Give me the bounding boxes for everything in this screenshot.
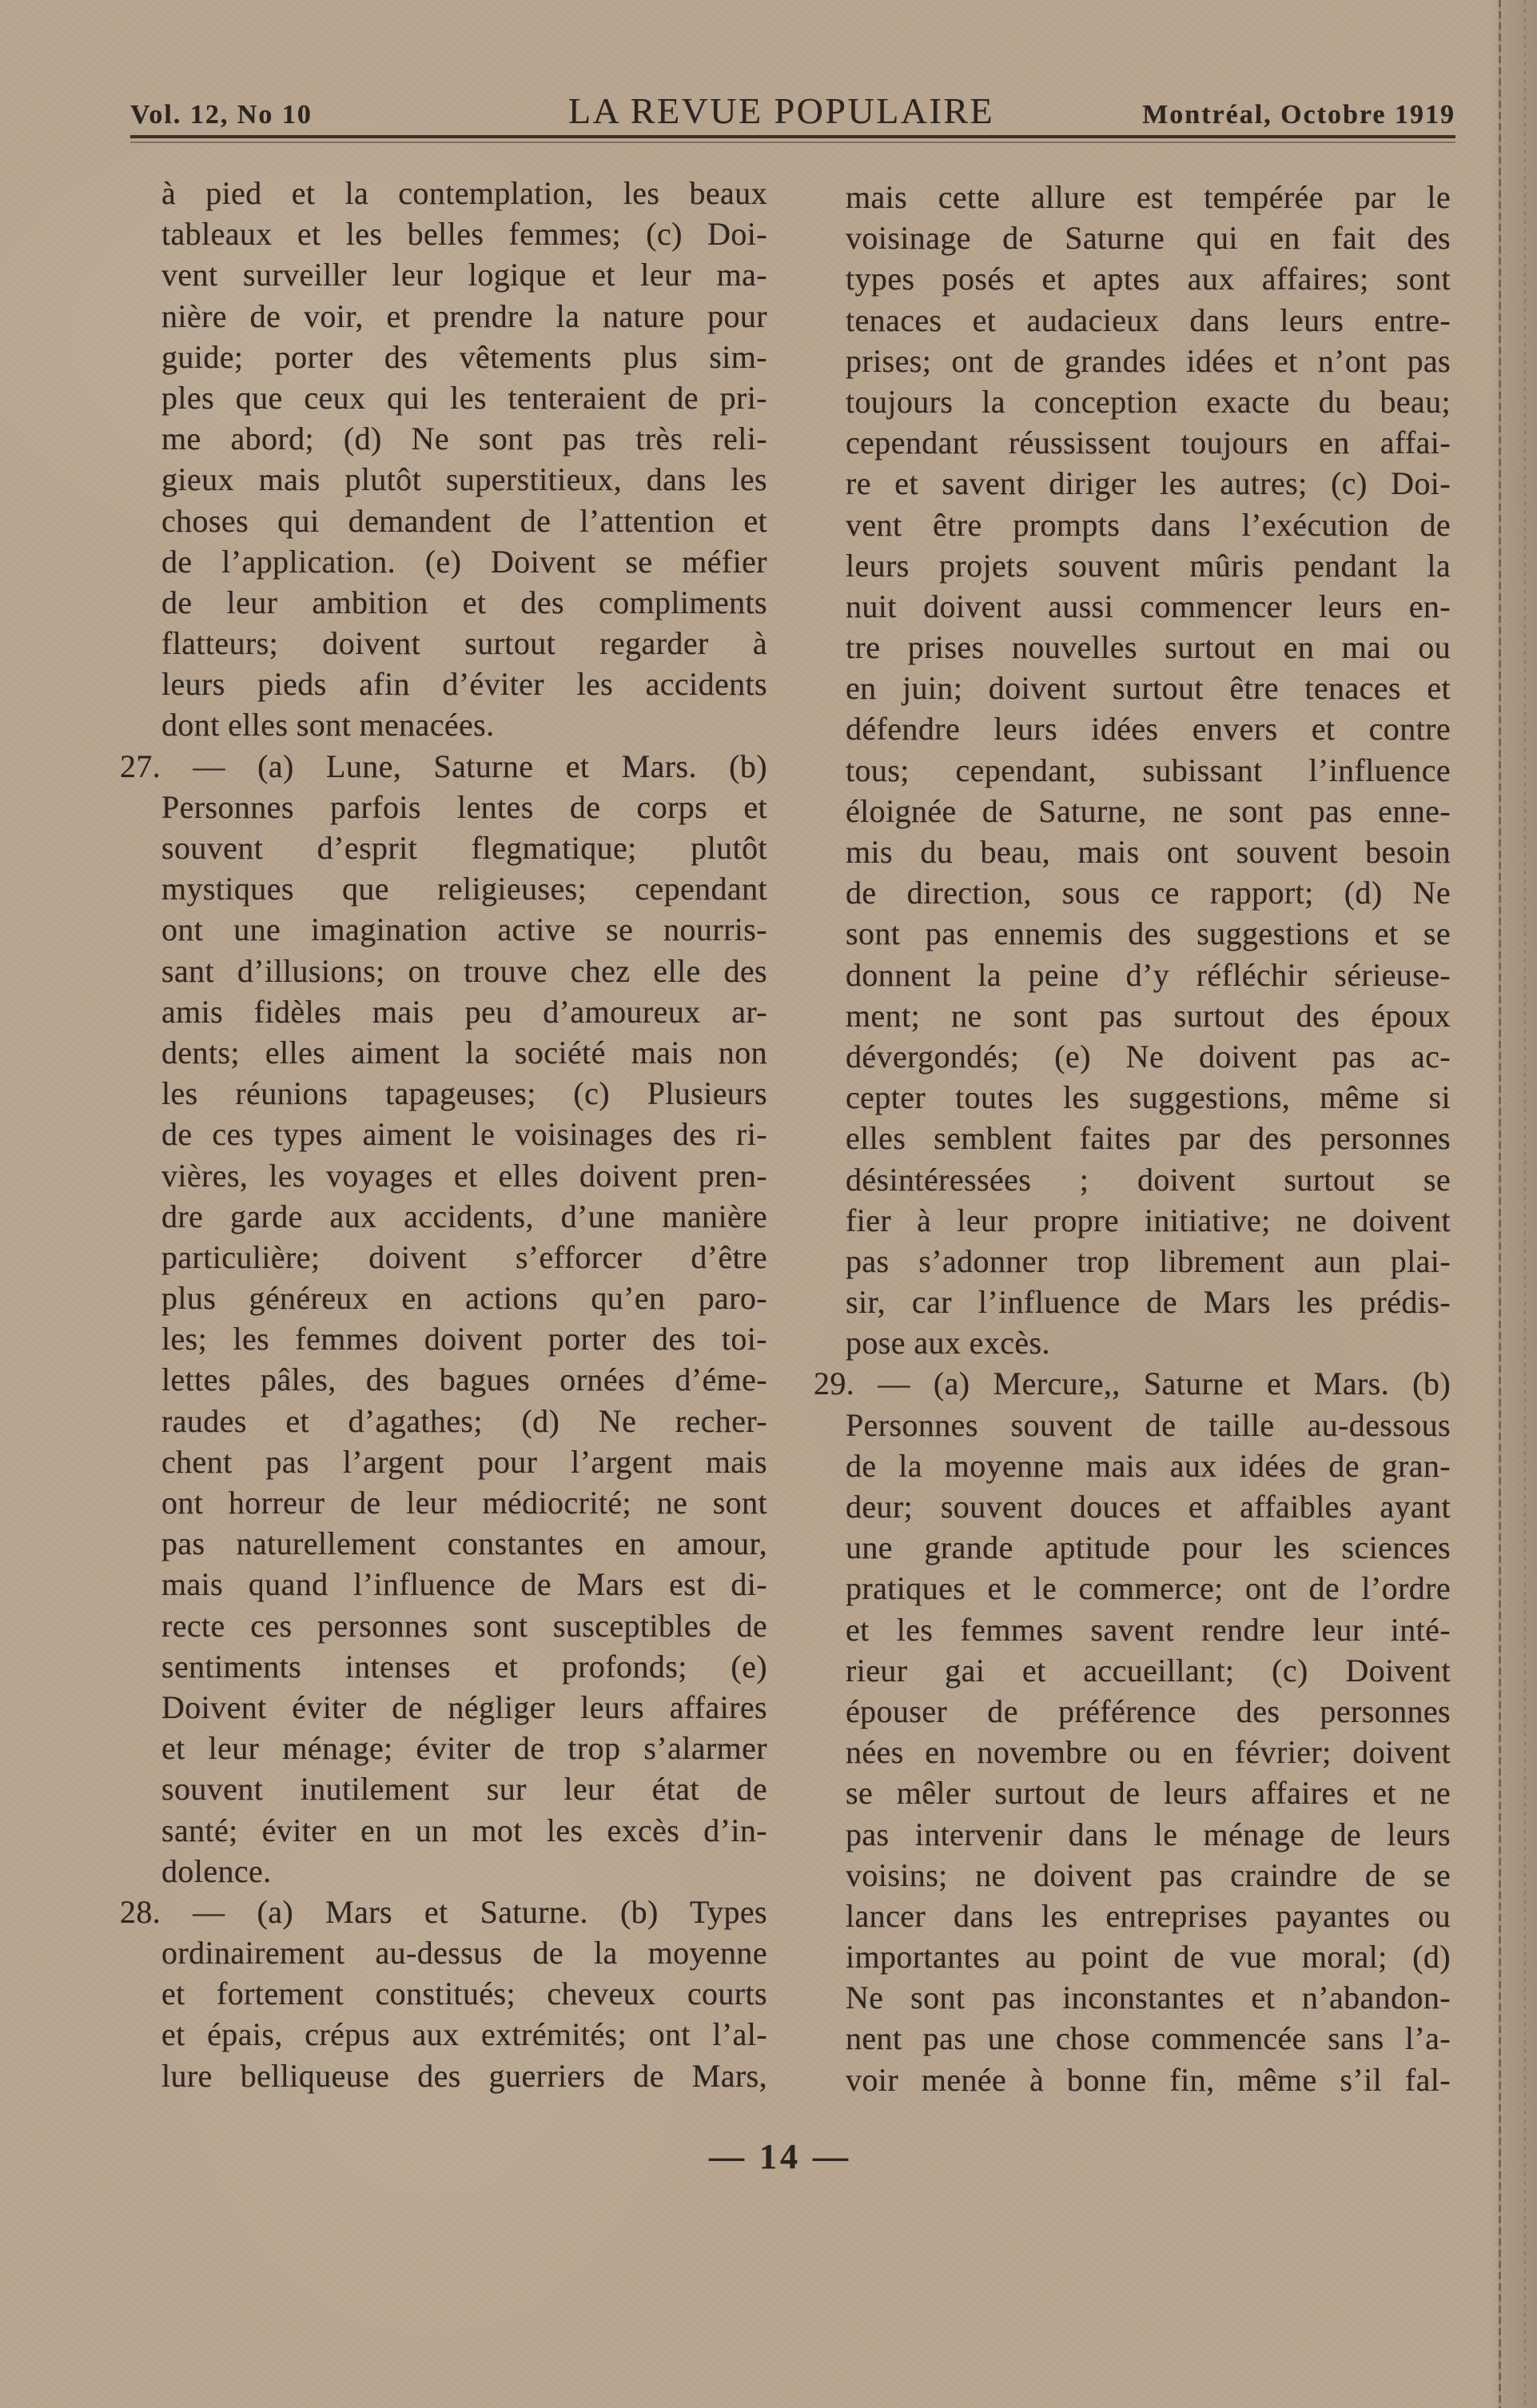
text-line: sant d’illusions; on trouve chez elle des xyxy=(161,952,767,989)
text-line: me abord; (d) Ne sont pas très reli- xyxy=(161,421,767,457)
text-line: voisinage de Saturne qui en fait des xyxy=(846,220,1451,257)
text-line: tous; cependant, subissant l’influence xyxy=(846,752,1451,788)
text-line: les réunions tapageuses; (c) Plusieurs xyxy=(161,1075,767,1112)
text-line: ples que ceux qui les tenteraient de pri- xyxy=(161,379,767,416)
text-line: nent pas une chose commencée sans l’a- xyxy=(846,2020,1451,2057)
text-line: chent pas l’argent pour l’argent mais xyxy=(161,1443,767,1480)
page-number: — 14 — xyxy=(709,2137,851,2176)
text-line: lettes pâles, des bagues ornées d’éme- xyxy=(161,1361,767,1398)
text-line: dont elles sont menacées. xyxy=(161,707,495,744)
text-line: raudes et d’agathes; (d) Ne recher- xyxy=(161,1402,767,1439)
text-line: voir menée à bonne fin, même s’il fal- xyxy=(846,2061,1451,2098)
paragraph-heading-line: 28. — (a) Mars et Saturne. (b) Types xyxy=(120,1893,767,1930)
text-line: nuit doivent aussi commencer leurs en- xyxy=(846,588,1451,624)
paragraph-27 xyxy=(120,746,767,1892)
text-line: vent surveiller leur logique et leur ma- xyxy=(161,257,767,293)
text-line: de l’application. (e) Doivent se méfier xyxy=(161,543,767,580)
text-line: dre garde aux accidents, d’une manière xyxy=(161,1198,767,1234)
text-line: de la moyenne mais aux idées de gran- xyxy=(846,1447,1451,1484)
issue-volume: Vol. 12, No 10 xyxy=(130,100,313,130)
text-line: mais cette allure est tempérée par le xyxy=(846,179,1451,215)
text-line: rieur gai et accueillant; (c) Doivent xyxy=(846,1652,1451,1688)
text-line: ordinairement au-dessus de la moyenne xyxy=(161,1935,767,1971)
left-column xyxy=(120,173,767,2096)
text-line: de ces types aiment le voisinages des ri- xyxy=(161,1116,767,1153)
text-line: de leur ambition et des compliments xyxy=(161,584,767,620)
text-line: et fortement constitués; cheveux courts xyxy=(161,1975,767,2012)
text-line: leurs pieds afin d’éviter les accidents xyxy=(161,666,767,703)
text-line: elles semblent faites par des personnes xyxy=(846,1120,1451,1157)
text-line: en juin; doivent surtout être tenaces et xyxy=(846,670,1451,707)
text-line: deur; souvent douces et affaibles ayant xyxy=(846,1489,1451,1525)
text-line: ont horreur de leur médiocrité; ne sont xyxy=(161,1485,767,1521)
issue-place-date: Montréal, Octobre 1919 xyxy=(1142,100,1455,130)
page-header xyxy=(130,90,1455,132)
paragraph-28-continued xyxy=(846,177,1451,1363)
text-line: Doivent éviter de négliger leurs affaires xyxy=(161,1688,767,1725)
text-line: particulière; doivent s’efforcer d’être xyxy=(161,1238,767,1275)
text-line: prises; ont de grandes idées et n’ont pas xyxy=(846,342,1451,379)
text-line: vières, les voyages et elles doivent pren- xyxy=(161,1157,767,1194)
text-line: gieux mais plutôt superstitieux, dans les xyxy=(161,461,767,498)
text-line: mais quand l’influence de Mars est di- xyxy=(161,1566,767,1603)
text-line: souvent inutilement sur leur état de xyxy=(161,1771,767,1808)
text-line: amis fidèles mais peu d’amoureux ar- xyxy=(161,993,767,1030)
text-line: guide; porter des vêtements plus sim- xyxy=(161,338,767,375)
text-line: défendre leurs idées envers et contre xyxy=(846,711,1451,748)
text-line: souvent d’esprit flegmatique; plutôt xyxy=(161,830,767,866)
header-rule-thin xyxy=(130,142,1455,143)
text-line: choses qui demandent de l’attention et xyxy=(161,502,767,539)
text-line: nière de voir, et prendre la nature pour xyxy=(161,297,767,334)
text-line: types posés et aptes aux affaires; sont xyxy=(846,261,1451,297)
text-line: tableaux et les belles femmes; (c) Doi- xyxy=(161,216,767,253)
text-line: pas s’adonner trop librement aun plai- xyxy=(846,1242,1451,1279)
text-line: lancer dans les entreprises payantes ou xyxy=(846,1897,1451,1934)
page-edge-line xyxy=(1524,0,1526,2408)
text-line: les; les femmes doivent porter des toi- xyxy=(161,1321,767,1357)
text-line: importantes au point de vue moral; (d) xyxy=(846,1939,1451,1975)
text-line: et épais, crépus aux extrémités; ont l’al- xyxy=(161,2016,767,2053)
paragraph-heading-line: 27. — (a) Lune, Saturne et Mars. (b) xyxy=(120,748,767,784)
text-line: à pied et la contemplation, les beaux xyxy=(161,175,767,211)
text-line: tre prises nouvelles surtout en mai ou xyxy=(846,629,1451,666)
text-line: tenaces et audacieux dans leurs entre- xyxy=(846,301,1451,338)
text-line: toujours la conception exacte du beau; xyxy=(846,383,1451,420)
text-line: nées en novembre ou en février; doivent xyxy=(846,1734,1451,1771)
text-line: lure belliqueuse des guerriers de Mars, xyxy=(161,2057,767,2094)
text-line: donnent la peine d’y réfléchir sérieuse- xyxy=(846,956,1451,993)
text-line: épouser de préférence des personnes xyxy=(846,1692,1451,1729)
text-line: désintéressées ; doivent surtout se xyxy=(846,1161,1451,1198)
text-line: mis du beau, mais ont souvent besoin xyxy=(846,834,1451,870)
text-line: Personnes parfois lentes de corps et xyxy=(161,788,767,825)
text-line: ment; ne sont pas surtout des époux xyxy=(846,997,1451,1034)
text-line: Personnes souvent de taille au-dessous xyxy=(846,1406,1451,1443)
header-rule xyxy=(130,135,1455,138)
publication-title: LA REVUE POPULAIRE xyxy=(568,90,995,131)
text-line: vent être prompts dans l’exécution de xyxy=(846,506,1451,543)
page-edge xyxy=(1489,0,1537,2408)
text-line: sentiments intenses et profonds; (e) xyxy=(161,1648,767,1684)
text-line: une grande aptitude pour les sciences xyxy=(846,1529,1451,1566)
text-line: recte ces personnes sont susceptibles de xyxy=(161,1607,767,1644)
text-line: pas naturellement constantes en amour, xyxy=(161,1525,767,1562)
text-line: plus généreux en actions qu’en paro- xyxy=(161,1280,767,1317)
text-line: éloignée de Saturne, ne sont pas enne- xyxy=(846,792,1451,829)
text-line: et les femmes savent rendre leur inté- xyxy=(846,1611,1451,1648)
text-line: se mêler surtout de leurs affaires et ne xyxy=(846,1775,1451,1812)
text-line: re et savent diriger les autres; (c) Doi- xyxy=(846,465,1451,502)
text-line: cepter toutes les suggestions, même si xyxy=(846,1079,1451,1116)
text-line: flatteurs; doivent surtout regarder à xyxy=(161,625,767,662)
text-line: pratiques et le commerce; ont de l’ordre xyxy=(846,1570,1451,1607)
text-line: sont pas ennemis des suggestions et se xyxy=(846,915,1451,952)
paragraph-29 xyxy=(814,1363,1451,2099)
page-edge-line xyxy=(1499,0,1501,2408)
paragraph-continued xyxy=(161,173,767,746)
text-line: cependant réussissent toujours en affai- xyxy=(846,425,1451,461)
text-line: santé; éviter en un mot les excès d’in- xyxy=(161,1812,767,1848)
text-line: sir, car l’influence de Mars les prédis- xyxy=(846,1284,1451,1321)
text-line: Ne sont pas inconstantes et n’abandon- xyxy=(846,1979,1451,2016)
paragraph-28 xyxy=(120,1892,767,2096)
text-line: et leur ménage; éviter de trop s’alarmer xyxy=(161,1730,767,1767)
text-line: leurs projets souvent mûris pendant la xyxy=(846,547,1451,584)
paragraph-heading-line: 29. — (a) Mercure,, Saturne et Mars. (b) xyxy=(814,1365,1451,1402)
text-line: voisins; ne doivent pas craindre de se xyxy=(846,1856,1451,1893)
text-line: dolence. xyxy=(161,1852,272,1889)
text-line: pas intervenir dans le ménage de leurs xyxy=(846,1816,1451,1852)
text-line: de direction, sous ce rapport; (d) Ne xyxy=(846,875,1451,911)
right-column xyxy=(814,177,1451,2100)
text-line: pose aux excès. xyxy=(846,1325,1050,1361)
text-line: fier à leur propre initiative; ne doivent xyxy=(846,1202,1451,1238)
text-line: dévergondés; (e) Ne doivent pas ac- xyxy=(846,1038,1451,1074)
text-line: mystiques que religieuses; cependant xyxy=(161,871,767,907)
text-line: ont une imagination active se nourris- xyxy=(161,911,767,948)
text-line: dents; elles aiment la société mais non xyxy=(161,1034,767,1070)
